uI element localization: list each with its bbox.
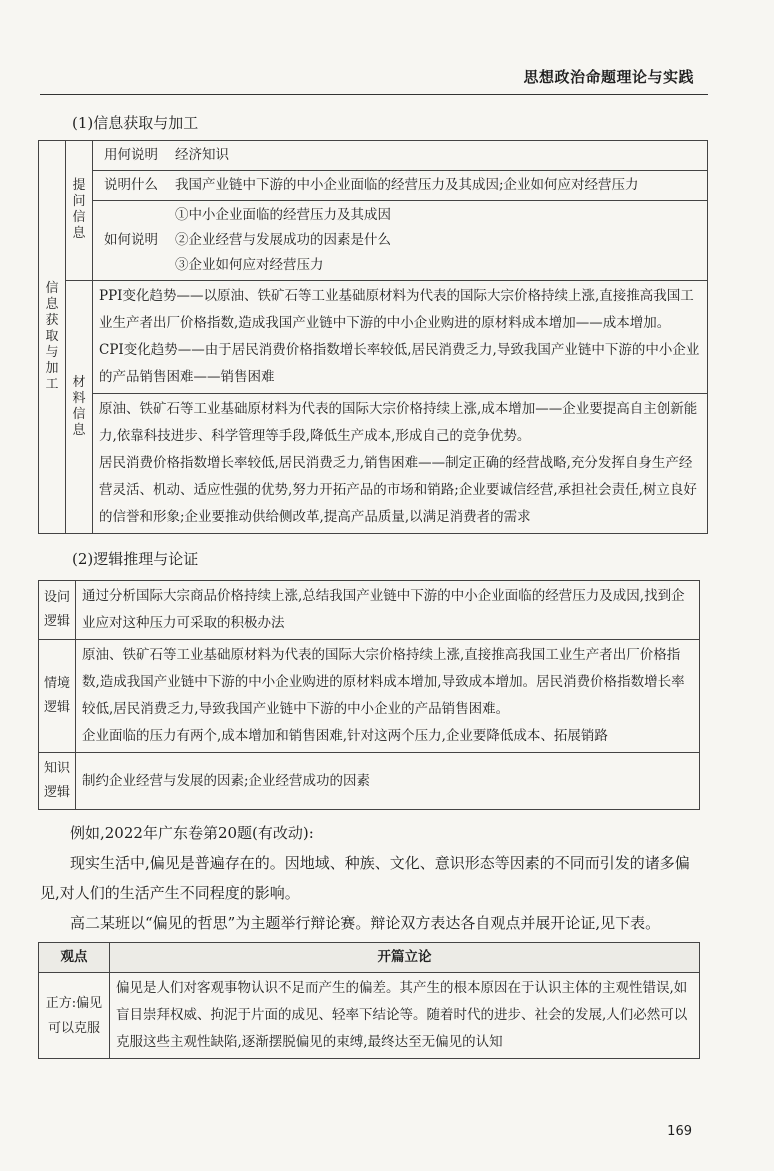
outer-label-cell <box>39 141 66 534</box>
logic-row <box>39 581 700 640</box>
prompt-row <box>93 201 707 281</box>
logic-row-content <box>76 581 700 640</box>
logic-table <box>38 580 700 810</box>
example-paragraph-1: 现实生活中,偏见是普遍存在的。因地域、种族、文化、意识形态等因素的不同而引发的诸多偏见,对人们的生活产生不同程度的影响。 <box>40 854 690 902</box>
section1-heading: (1)信息获取与加工 <box>72 114 199 132</box>
material-label-cell <box>66 281 93 534</box>
logic-row-label-cell <box>39 640 76 753</box>
example-intro: 例如,2022年广东卷第20题(有改动): <box>70 824 314 842</box>
logic-row-label-cell <box>39 753 76 810</box>
prompt-row-line: 我国产业链中下游的中小企业面临的经营压力及其成因;企业如何应对经营压力 <box>175 177 639 193</box>
info-table <box>38 140 708 534</box>
prompt-row-line: ①中小企业面临的经营压力及其成因 <box>175 207 391 223</box>
material-paragraph: 居民消费价格指数增长率较低,居民消费乏力,销售困难——制定正确的经营战略,充分发挥自身生产经营灵活、机动、适应性强的优势,努力开拓产品的市场和销路;企业要诚信经营,承担社会责任,树立良好的信誉和形象;企业要推动供给侧改革,提高产品质量,以满足消费者的需求 <box>99 455 697 525</box>
pro-argument: 偏见是人们对客观事物认识不足而产生的偏差。其产生的根本原因在于认识主体的主观性错误,如盲目崇拜权威、拘泥于片面的成见、轻率下结论等。随着时代的进步、社会的发展,人们必然可以克服这些主观性缺陷,逐渐摆脱偏见的束缚,最终达至无偏见的认知 <box>110 973 700 1059</box>
prompt-row-label: 用何说明 <box>93 141 169 171</box>
example-paragraph-2: 高二某班以“偏见的哲思”为主题举行辩论赛。辩论双方表达各自观点并展开论证,见下表。 <box>70 914 661 932</box>
header-opening: 开篇立论 <box>110 943 700 973</box>
prompt-row-line: ②企业经营与发展成功的因素是什么 <box>175 232 391 248</box>
logic-paragraph: 制约企业经营与发展的因素;企业经营成功的因素 <box>82 772 371 789</box>
logic-row-label: 情境逻辑 <box>43 676 70 715</box>
logic-row-content <box>76 640 700 753</box>
material-row <box>93 394 707 534</box>
prompt-row-label: 如何说明 <box>93 201 169 281</box>
prompt-row-line: 经济知识 <box>175 147 229 163</box>
logic-row <box>39 753 700 810</box>
material-block <box>93 281 707 394</box>
running-header: 思想政治命题理论与实践 <box>523 68 694 86</box>
logic-row-label-cell <box>39 581 76 640</box>
material-block <box>93 394 707 534</box>
header-viewpoint: 观点 <box>39 943 110 973</box>
logic-paragraph: 原油、铁矿石等工业基础原材料为代表的国际大宗价格持续上涨,直接推高我国工业生产者出厂价格指数,造成我国产业链中下游的中小企业购进的原材料成本增加,导致成本增加。居民消费价格指数增长率较低,居民消费乏力,导致我国产业链中下游的中小企业的产品销售困难。 <box>82 647 685 717</box>
logic-paragraph: 通过分析国际大宗商品价格持续上涨,总结我国产业链中下游的中小企业面临的经营压力及成因,找到企业应对这种压力可采取的积极办法 <box>82 588 685 631</box>
prompt-row <box>93 141 707 171</box>
material-label: 材料信息 <box>72 374 86 438</box>
pro-label: 正方:偏见可以克服 <box>39 973 110 1059</box>
prompt-subtable <box>93 141 707 280</box>
logic-paragraph: 企业面临的压力有两个,成本增加和销售困难,针对这两个压力,企业要降低成本、拓展销路 <box>82 728 608 744</box>
material-paragraph: PPI变化趋势——以原油、铁矿石等工业基础原材料为代表的国际大宗价格持续上涨,直接推高我国工业生产者出厂价格指数,造成我国产业链中下游的中小企业购进的原材料成本增加——成本增加。 <box>99 288 694 331</box>
material-row <box>93 281 707 394</box>
logic-row-content <box>76 753 700 810</box>
section2-heading: (2)逻辑推理与论证 <box>72 550 199 568</box>
prompt-row <box>93 171 707 201</box>
prompt-subtable-cell <box>93 141 708 281</box>
logic-row <box>39 640 700 753</box>
material-paragraph: CPI变化趋势——由于居民消费价格指数增长率较低,居民消费乏力,导致我国产业链中下游的中小企业的产品销售困难——销售困难 <box>99 342 700 385</box>
header-rule <box>40 94 708 95</box>
page-number: 169 <box>667 1124 692 1139</box>
prompt-row-label: 说明什么 <box>93 171 169 201</box>
prompt-label-cell <box>66 141 93 281</box>
logic-row-label: 设问逻辑 <box>43 590 70 629</box>
debate-table <box>38 942 700 1059</box>
prompt-row-content <box>169 201 707 281</box>
material-subtable <box>93 281 707 533</box>
prompt-label: 提问信息 <box>72 178 86 241</box>
outer-label: 信息获取与加工 <box>45 280 59 392</box>
logic-row-label: 知识逻辑 <box>43 761 70 800</box>
prompt-row-content <box>169 171 707 201</box>
material-subtable-cell <box>93 281 708 534</box>
material-paragraph: 原油、铁矿石等工业基础原材料为代表的国际大宗价格持续上涨,成本增加——企业要提高自主创新能力,依靠科技进步、科学管理等手段,降低生产成本,形成自己的竞争优势。 <box>99 401 698 444</box>
prompt-row-content <box>169 141 707 171</box>
prompt-row-line: ③企业如何应对经营压力 <box>175 257 324 273</box>
